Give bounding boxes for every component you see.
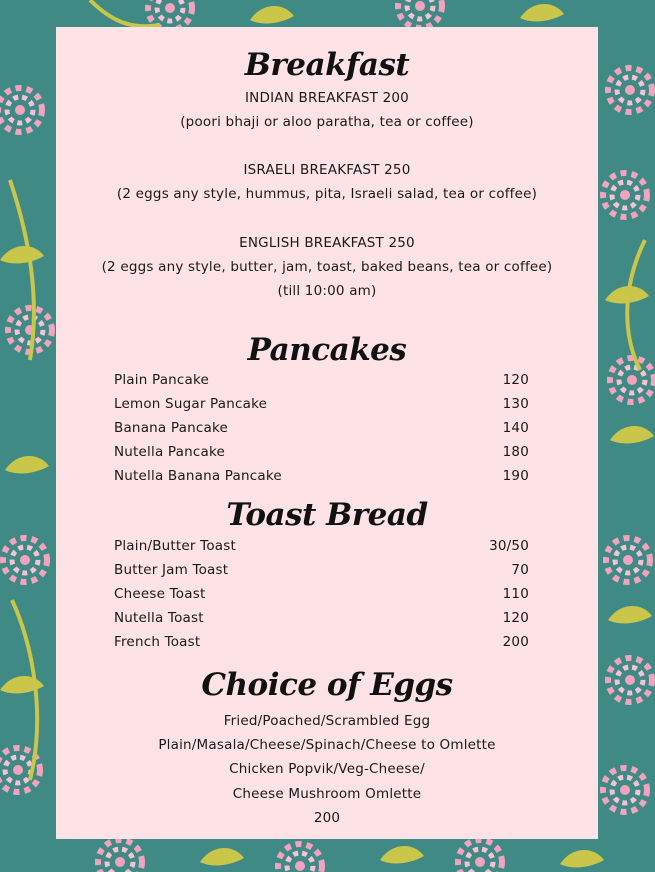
item-price: 190 [502, 468, 529, 484]
english-breakfast-name: ENGLISH BREAKFAST 250 [239, 235, 415, 251]
item-name: Plain/Butter Toast [114, 538, 236, 554]
item-name: Nutella Banana Pancake [114, 468, 282, 484]
eggs-line: Chicken Popvik/Veg-Cheese/ [229, 761, 425, 777]
menu-item [114, 586, 529, 606]
indian-breakfast-name: INDIAN BREAKFAST 200 [245, 90, 409, 106]
item-price: 140 [502, 420, 529, 436]
item-price: 120 [502, 372, 529, 388]
item-name: Banana Pancake [114, 420, 228, 436]
menu-item [114, 562, 529, 582]
menu-item [114, 610, 529, 630]
english-breakfast-desc: (2 eggs any style, butter, jam, toast, baked beans, tea or coffee) [101, 259, 553, 275]
item-name: Butter Jam Toast [114, 562, 229, 578]
menu-item [114, 444, 529, 464]
item-price: 110 [502, 586, 529, 602]
israeli-breakfast-name: ISRAELI BREAKFAST 250 [243, 162, 411, 178]
item-name: Nutella Pancake [114, 444, 226, 460]
eggs-line: Cheese Mushroom Omlette [232, 786, 422, 802]
item-name: French Toast [114, 634, 201, 650]
israeli-breakfast-desc: (2 eggs any style, hummus, pita, Israeli salad, tea or coffee) [116, 186, 538, 202]
menu-item [114, 396, 529, 416]
item-price: 180 [502, 444, 529, 460]
eggs-line: Plain/Masala/Cheese/Spinach/Cheese to Omlette [158, 737, 496, 753]
eggs-line: Fried/Poached/Scrambled Egg [223, 713, 431, 729]
item-name: Cheese Toast [114, 586, 206, 602]
menu-item [114, 468, 529, 488]
menu-item [114, 538, 529, 558]
item-price: 120 [502, 610, 529, 626]
menu-card [56, 27, 598, 839]
item-price: 70 [511, 562, 529, 578]
english-breakfast-note: (till 10:00 am) [277, 283, 377, 299]
menu-item [114, 634, 529, 654]
item-price: 200 [502, 634, 529, 650]
item-name: Nutella Toast [114, 610, 204, 626]
menu-item [114, 420, 529, 440]
item-name: Lemon Sugar Pancake [114, 396, 268, 412]
eggs-price: 200 [313, 810, 341, 826]
breakfast-heading: Breakfast [244, 47, 410, 83]
item-name: Plain Pancake [114, 372, 210, 388]
item-price: 130 [502, 396, 529, 412]
menu-item [114, 372, 529, 392]
pancakes-heading: Pancakes [247, 332, 407, 368]
item-price: 30/50 [489, 538, 529, 554]
toast-bread-heading: Toast Bread [226, 497, 428, 533]
indian-breakfast-desc: (poori bhaji or aloo paratha, tea or coffee) [180, 114, 474, 130]
choice-of-eggs-heading: Choice of Eggs [201, 667, 453, 703]
